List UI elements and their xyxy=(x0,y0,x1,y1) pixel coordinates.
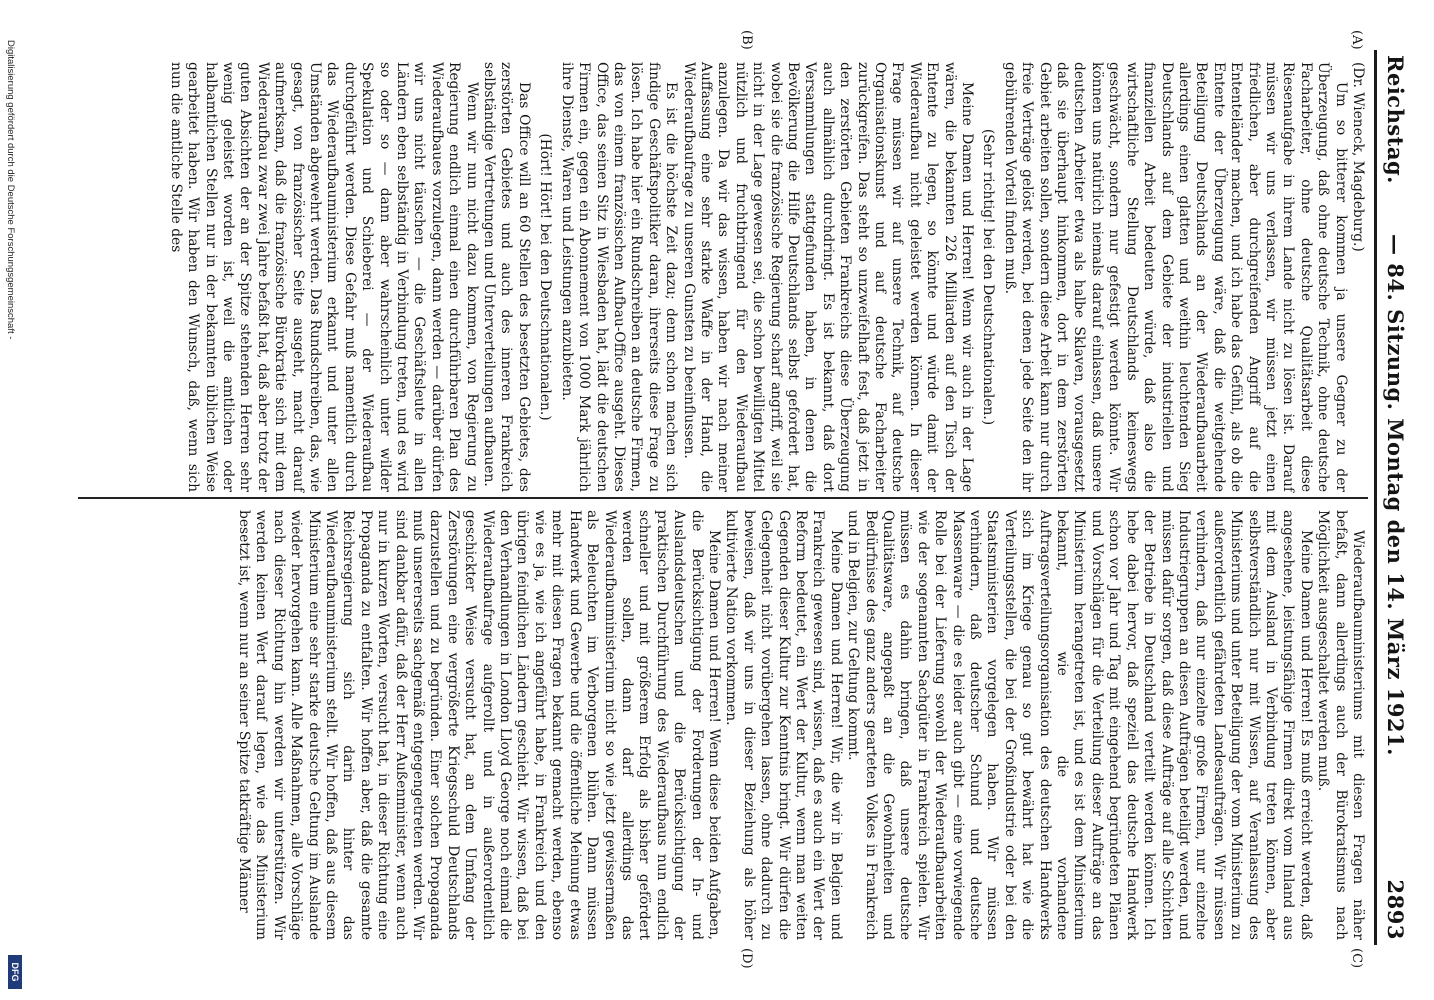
paragraph: Wenn wir nun nicht dazu kommen, von Regierung zu Regierung endlich einmal einen durchführbaren Plan des Wiederaufbaues vorzulegen, dann werden — darüber dürfen wir uns nicht täuschen — die Geschäftsleute in allen Ländern eben selbständig in Verbindung treten, und es wird so oder so — dann aber wahrscheinlich unter wilder Spekulation und Schieberei — der Wiederaufbau durchgeführt werden. Diese Gefahr muß namentlich durch das Wiederaufbauministerium erkannt und unter allen Umständen abgewehrt werden. Das Rundschreiben, das, wie gesagt, von französischer Seite ausgeht, macht darauf aufmerksam, daß die französische Bürokratie sich mit dem Wiederaufbau zwar zwei Jahre befaßt hat, daß aber trotz der guten Absichten der an der Spitze stehenden Herren sehr wenig geleistet worden ist, weil die amtlichen oder halbamtlichen Stellen nur in der bekannten üblichen Weise gearbeitet haben. Wir haben den Wunsch, daß, wenn sich nun die amtliche Stelle des xyxy=(167,62,480,492)
left-column xyxy=(166,62,1366,492)
page-number: 2893 xyxy=(1383,879,1408,940)
header-session: — 84. Sitzung. Montag den 14. März 1921. xyxy=(1383,234,1408,756)
margin-mark-b: (B) xyxy=(739,30,754,50)
dfg-logo: DFG xyxy=(8,955,22,989)
paragraph: Es ist die höchste Zeit dazu; denn schon machen sich findige Geschäftspolitiker daran, ihrerseits diese Frage zu lösen. Ich habe hier ein Rundschreiben an deutsche Firmen, das von einem französischen Aufbau-Office ausgeht. Dieses Office, das seinen Sitz in Wiesbaden hat, lädt die deutschen Firmen ein, gegen ein Abonnement von 1000 Mark jährlich ihre Dienste, Waren und Leistungen anzubieten. xyxy=(558,62,680,492)
paragraph: Wiederaufbauministeriums mit diesen Fragen näher befaßt, dann allerdings auch der Bürokratismus nach Möglichkeit ausgeschaltet werden muß. xyxy=(1315,510,1366,940)
paragraph: Meine Damen und Herren! Es muß erreicht werden, daß angesehene, leistungsfähige Firmen direkt vom Inland aus mit dem Ausland in Verbindung treten können, aber selbstverständlich nur mit Wissen, auf Veranlassung des Ministeriums und unter Beteiligung der vom Ministerium zu außerordentlich gefährdeten Landesaufträgen. Wir müssen verhindern, daß nur einzelne große Firmen, nur einzelne Industriegruppen an diesen Aufträgen beteiligt werden, und müssen dafür sorgen, daß diese Aufträge auf alle Schichten der Betriebe in Deutschland verteilt werden können. Ich hebe dabei hervor, daß speziell das deutsche Handwerk schon vor Jahr und Tag mit eingehend begründeten Plänen und Vorschlägen für die Verteilung dieser Aufträge an das Ministerium herangetreten ist, und es ist dem Ministerium bekannt, wie die vorhandene Auftragsverteilungsorganisation des deutschen Handwerks sich im Kriege genau so gut bewährt hat wie die Verteilungsstellen, die bei der Großindustrie oder bei den Staatsministerien vorgelegen haben. Wir müssen verhindern, daß deutscher Schund und deutsche Massenware — die es leider auch gibt — eine vorwiegende Rolle bei der Lieferung sowohl der Wiederaufbauarbeiten wie der sogenannten Sachgüter in Frankreich spielen. Wir müssen es dahin bringen, daß unsere deutsche Qualitätsware, angepaßt an die Gewohnheiten und Bedürfnisse des ganz anders gearteten Volkes in Frankreich und in Belgien, zur Geltung kommt. xyxy=(845,510,1314,940)
paragraph: Das Office will an 60 Stellen des besetzten Gebietes, des zerstörten Gebietes und auch des inneren Frankreich selbständige Vertretungen und Unterverteilungen aufbauen. xyxy=(481,62,532,492)
header-rule xyxy=(1374,50,1377,945)
paragraph: Meine Damen und Herren! Wenn wir auch in der Lage wären, die bekannten 226 Milliarden auf den Tisch der Entente zu legen, so könnte und würde damit der Wiederaufbau nicht geleistet werden können. In dieser Frage müssen wir auf unsere Technik, auf deutsche Organisationskunst und auf deutsche Facharbeiter zurückgreifen. Das steht so unzweifelhaft fest, daß jetzt in den zerstörten Gebieten Frankreichs diese Überzeugung auch allmählich durchdringt. Es ist bekannt, daß dort Versammlungen stattgefunden haben, in denen die Bevölkerung die Hilfe Deutschlands selbst gefordert hat, wobei sie die französische Regierung scharf angriff, weil sie nicht in der Lage gewesen sei, die schon bewilligten Mittel nützlich und fruchtbringend für den Wiederaufbau anzulegen. Da wir das wissen, haben wir nach meiner Auffassung eine sehr starke Waffe in der Hand, die Wiederaufbaufrage zu unseren Gunsten zu beeinflussen. xyxy=(680,62,976,492)
margin-mark-c: (C) xyxy=(1349,948,1364,969)
paragraph: Meine Damen und Herren! Wir, die wir in Belgien und Frankreich gewesen sind, wissen, daß es auch ein Wert der Reform bedeutet, ein Wert der Kultur, wenn man weiten Gegenden dieser Kultur zur Kenntnis bringt. Wir dürfen die Gelegenheit nicht vorübergehen lassen, ohne dadurch zu beweisen, daß wir uns in dieser Beziehung als höher kultivierte Nation vorkommen. xyxy=(723,510,844,940)
right-column xyxy=(235,510,1366,940)
interjection: (Sehr richtig! bei den Deutschnationalen.) xyxy=(980,128,997,426)
speaker-line: (Dr. Wieneck, Magdeburg.) xyxy=(1350,62,1366,252)
column-divider xyxy=(78,497,1368,499)
margin-mark-d: (D) xyxy=(739,948,754,969)
interjection: (Hört! Hört! bei den Deutschnationalen.) xyxy=(537,133,554,421)
digitization-credit: Digitalisierung gefördert durch die Deutsche Forschungsgemeinschaft - xyxy=(5,40,16,340)
header-title: Reichstag. xyxy=(1383,55,1408,184)
margin-mark-a: (A) xyxy=(1349,30,1364,50)
paragraph: Meine Damen und Herren! Wenn diese beiden Aufgaben, die Berücksichtigung der Forderungen der In- und Auslandsdeutschen und die Berücksichtigung der praktischen Durchführung des Wiederaufbaus nun endlich schneller und mit größerem Erfolg als bisher gefördert werden sollen, dann darf allerdings das Wiederaufbauministerium nicht so wie jetzt gewissermaßen als Beleuchten im Verborgenen blühen. Dann müssen Handwerk und Gewerbe und die öffentliche Meinung etwas mehr mit diesen Fragen bekannt gemacht werden, ebenso wie es ja, wie ich angeführt habe, in Frankreich und den übrigen feindlichen Ländern geschieht. Wir wissen, daß bei den Verhandlungen in London Lloyd George noch einmal die Wiederaufbaufrage aufgerollt und in außerordentlich geschickter Weise versucht hat, an dem Umfang der Zerstörungen eine vergrößerte Kriegsschuld Deutschlands darzustellen und zu begründen. Einer solchen Propaganda muß unsererseits sachgemäß entgegengetreten werden. Wir sind dankbar dafür, daß der Herr Außenminister, wenn auch nur in kurzen Worten, versucht hat, in dieser Richtung eine Propaganda zu entfalten. Wir hoffen aber, daß die gesamte Reichsregierung sich darin hinter das Wiederaufbauministerium stellt. Wir hoffen, daß aus diesem Ministerium eine sehr starke deutsche Geltung im Auslande wieder hervorgehen kann. Alle Maßnahmen, alle Vorschläge nach dieser Richtung hin werden wir unterstützen. Wir werden keinen Wert darauf legen, wie das Ministerium besetzt ist, wenn nur an seiner Spitze tatkräftige Männer xyxy=(236,510,722,940)
page-header xyxy=(1374,55,1414,940)
paragraph: Um so bitterer kommen ja unsere Gegner zu der Überzeugung, daß ohne deutsche Technik, ohne deutsche Facharbeiter, ohne deutsche Qualitätsarbeit diese Riesenaufgabe in ihrem Lande nicht zu lösen ist. Darauf müssen wir uns verlassen, wir müssen jetzt einen friedlichen, aber durchgreifenden Angriff auf die Ententeländer machen, und ich habe das Gefühl, als ob die Entente der Überzeugung wäre, daß die weitgehende Beteiligung Deutschlands an der Wiederaufbauarbeit allerdings einen glatten und weithin leuchtenden Sieg Deutschlands auf dem Gebiete der industriellen und finanziellen Arbeit bedeuten würde, daß also die wirtschaftliche Stellung Deutschlands keineswegs geschwächt, sondern nur gefestigt werden könnte. Wir können uns natürlich niemals darauf einlassen, daß unsere deutschen Arbeiter etwa als halbe Sklaven, vorausgesetzt daß sie überhaupt hinkommen, dort in dem zerstörten Gebiet arbeiten sollen, sondern diese Arbeit kann nur durch freie Verträge gelöst werden, bei denen jede Seite den ihr gebührenden Vorteil finden muß. xyxy=(1001,62,1349,492)
